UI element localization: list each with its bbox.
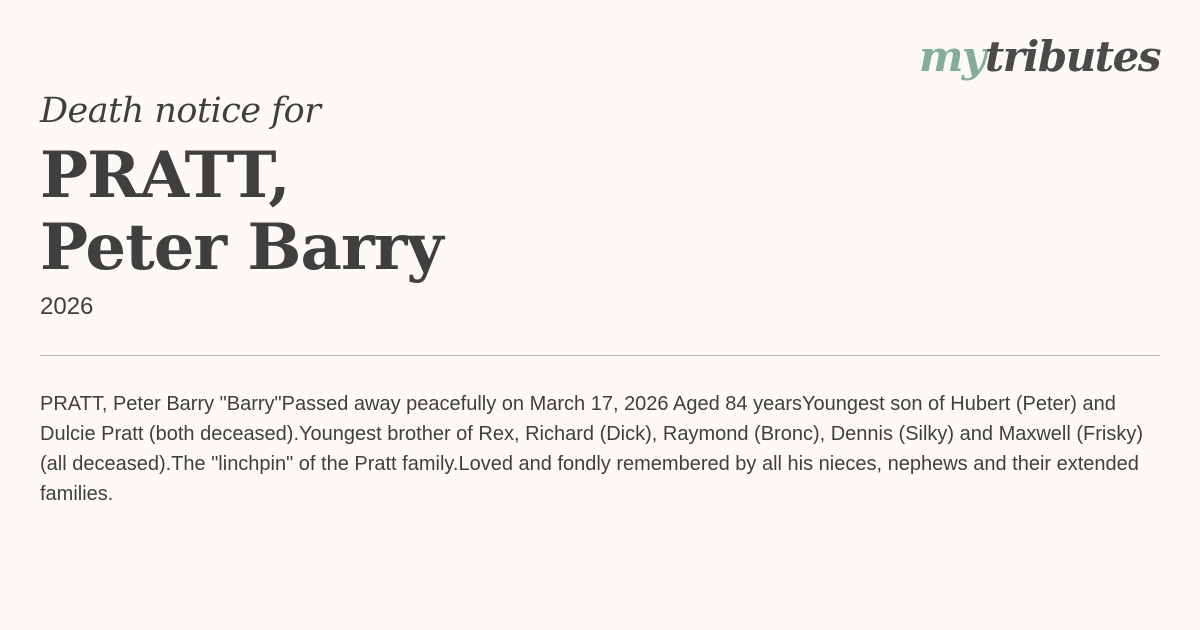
mytributes-logo[interactable] bbox=[918, 32, 1160, 81]
logo-my: my bbox=[918, 32, 985, 81]
logo-tributes: tributes bbox=[984, 32, 1160, 81]
notice-body: PRATT, Peter Barry "Barry"Passed away peacefully on March 17, 2026 Aged 84 yearsYoungest son of Hubert (Peter) and Dulcie Pratt (both deceased).Youngest brother of Rex, Richard (Dick), Raymond (Bronc), Dennis (Silky) and Maxwell (Frisky) (all deceased).The "linchpin" of the Pratt family.Loved and fondly remembered by all his nieces, nephews and their extended families. bbox=[40, 393, 1143, 505]
divider bbox=[40, 355, 1160, 356]
deceased-given-names: Peter Barry bbox=[40, 210, 443, 285]
deceased-surname: PRATT, bbox=[40, 138, 290, 213]
notice-kicker: Death notice for bbox=[40, 91, 321, 131]
notice-year: 2026 bbox=[40, 293, 94, 320]
deceased-name bbox=[40, 140, 443, 284]
